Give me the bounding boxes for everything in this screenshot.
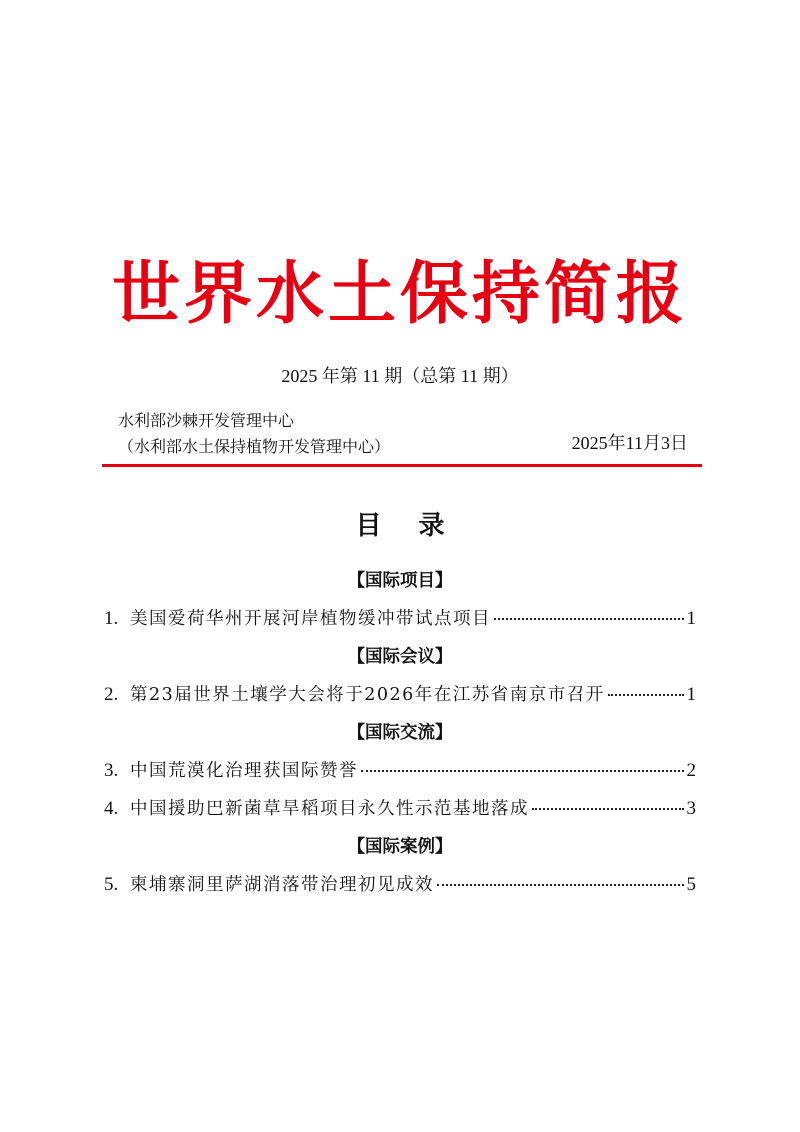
entry-number: 5. xyxy=(104,874,119,895)
entry-page: 2 xyxy=(686,760,696,781)
entry-page: 5 xyxy=(686,874,696,895)
toc-title: 目 录 xyxy=(355,511,445,541)
entry-number: 1. xyxy=(104,608,119,629)
entry-title: 柬埔寨洞里萨湖消落带治理初见成效 xyxy=(130,875,434,895)
toc-section-heading: 【国际项目】 xyxy=(347,571,453,591)
toc-entry[interactable] xyxy=(104,604,696,642)
toc-entry[interactable] xyxy=(104,794,696,832)
dot-leader xyxy=(437,884,684,886)
entry-page: 1 xyxy=(686,608,696,629)
issue-number: 2025 年第 11 期（总第 11 期） xyxy=(281,366,519,386)
toc-section-heading: 【国际会议】 xyxy=(347,647,453,667)
publisher xyxy=(118,408,390,460)
dot-leader xyxy=(494,618,684,620)
newsletter-title: 世界水土保持简报 xyxy=(111,255,688,334)
dot-leader xyxy=(608,694,684,696)
dot-leader xyxy=(532,808,684,810)
publisher-line2: （水利部水土保持植物开发管理中心） xyxy=(118,437,391,456)
entry-number: 3. xyxy=(104,760,119,781)
toc-section-heading: 【国际案例】 xyxy=(347,837,453,857)
table-of-contents xyxy=(104,566,696,908)
entry-title: 中国荒漠化治理获国际赞誉 xyxy=(130,761,358,781)
entry-number: 2. xyxy=(104,684,119,705)
toc-entry[interactable] xyxy=(104,680,696,718)
toc-entry[interactable] xyxy=(104,870,696,908)
toc-section-heading: 【国际交流】 xyxy=(347,723,453,743)
publisher-line1: 水利部沙棘开发管理中心 xyxy=(118,411,295,430)
entry-number: 4. xyxy=(104,798,119,819)
dot-leader xyxy=(361,770,684,772)
entry-title: 第23届世界土壤学大会将于2026年在江苏省南京市召开 xyxy=(130,685,605,705)
publish-date: 2025年11月3日 xyxy=(571,433,688,453)
red-divider xyxy=(102,464,702,467)
entry-page: 3 xyxy=(686,798,696,819)
entry-page: 1 xyxy=(686,684,696,705)
toc-entry[interactable] xyxy=(104,756,696,794)
entry-title: 美国爱荷华州开展河岸植物缓冲带试点项目 xyxy=(130,609,491,629)
entry-title: 中国援助巴新菌草旱稻项目永久性示范基地落成 xyxy=(130,799,529,819)
